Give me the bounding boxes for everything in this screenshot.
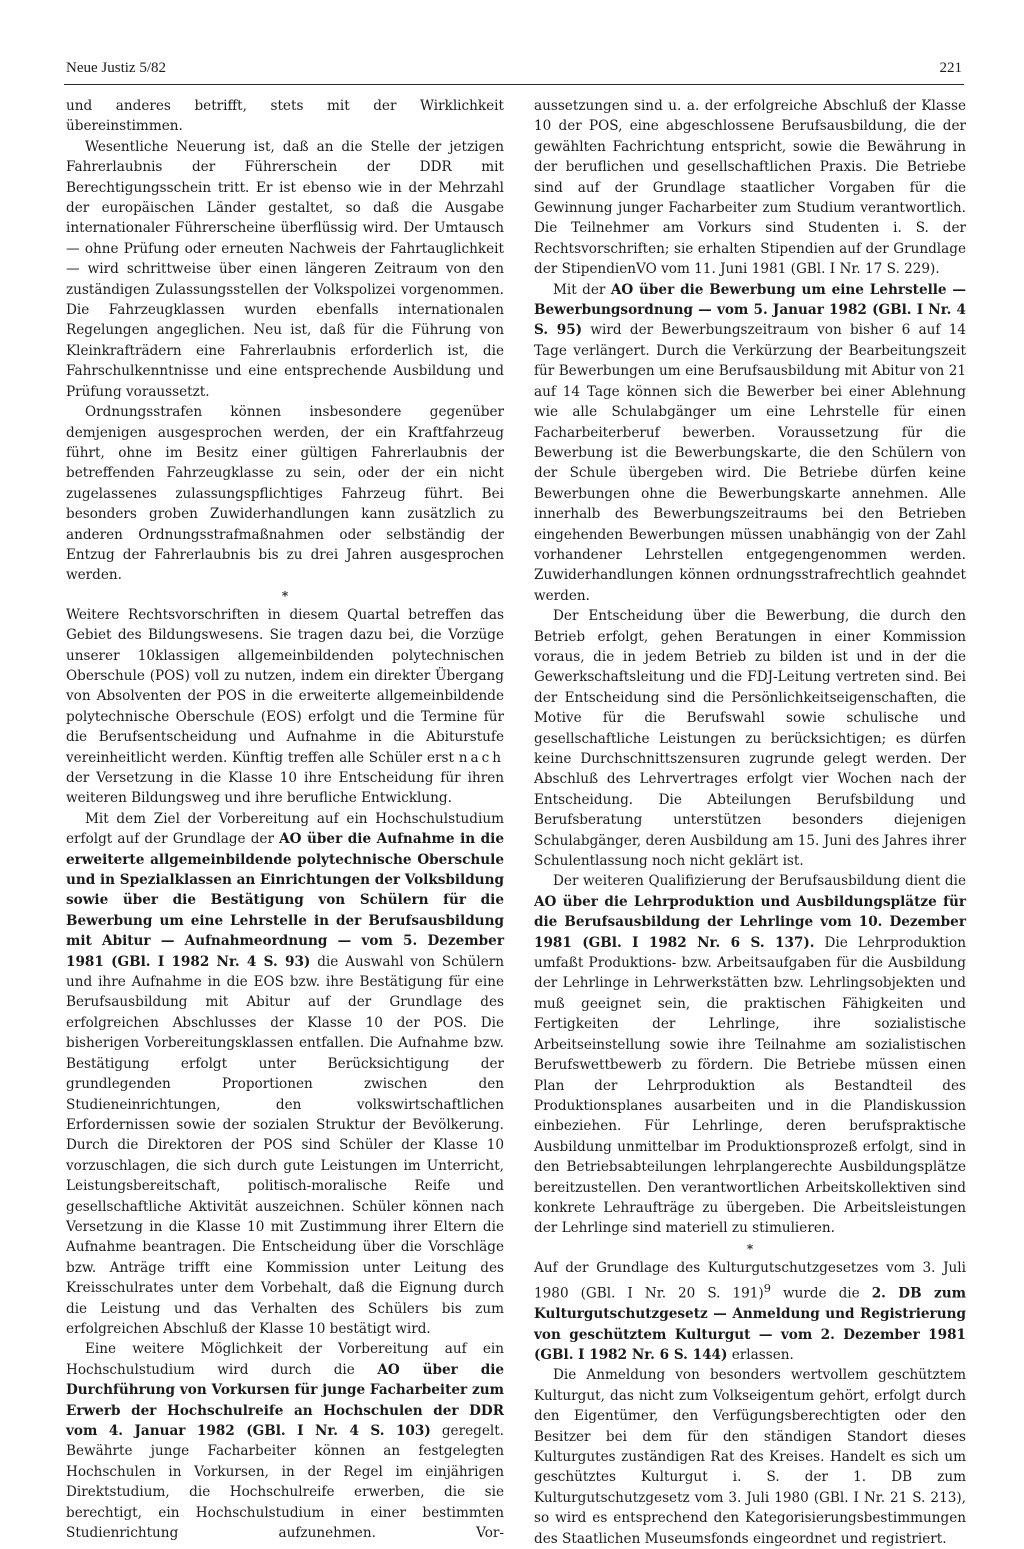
legal-citation: AO über die Durchführung von Vorkursen für junge Facharbeiter zum Erwerb der Hochschulreife an Hochschulen der DDR vom 4. Januar 1982 (GBl. I Nr. 4 S. 103)	[66, 1361, 505, 1439]
journal-issue: Neue Justiz 5/82	[66, 60, 166, 76]
paragraph: Eine weitere Möglichkeit der Vorbereitung auf ein Hochschulstudium wird durch die AO über die Durchführung von Vorkursen für junge Facharbeiter zum Erwerb der Hochschulreife an Hochschulen der DDR vom 4. Januar 1982 (GBl. I Nr. 4 S. 103) geregelt. Bewährte junge Facharbeiter können an festgelegten Hochschulen in Vorkursen, in der Regel im einjährigen Direktstudium, die Hochschulreife erwerben, die sie berechtigt, ein Hochschulstudium in einer bestimmten Studienrichtung aufzunehmen. Vor-	[66, 1341, 505, 1542]
paragraph: Die Anmeldung von besonders wertvollem geschütztem Kulturgut, das nicht zum Volkseigentum gehört, erfolgt durch den Eigentümer, den Verfügungsberechtigten oder den Besitzer bei dem für den ständigen Standort dieses Kulturgutes zuständigen Rat des Kreises. Handelt es sich um geschütztes Kulturgut i. S. der 1. DB zum Kulturgutschutzgesetz vom 3. Juli 1980 (GBl. I Nr. 21 S. 213), so wird es entsprechend den Kategorisierungsbestimmungen des Staatlichen Museumsfonds eingeordnet und registriert.	[534, 1367, 966, 1547]
paragraph: Der Entscheidung über die Bewerbung, die durch den Betrieb erfolgt, gehen Beratungen in einer Kommission voraus, die in jedem Betrieb zu bilden ist und in der die Gewerkschaftsleitung und die FDJ-Leitung vertreten sind. Bei der Entscheidung sind die Persönlichkeitseigenschaften, die Motive für die Berufswahl sowie schulische und gesellschaftliche Leistungen zu berücksichtigen; es dürfen keine Durchschnittszensuren zugrunde gelegt werden. Der Abschluß des Lehrvertrages erfolgt vier Wochen nach der Entscheidung. Die Abteilungen Berufsbildung und Berufsberatung unterstützen besonders diejenigen Schulabgänger, deren Ausbildung am 15. Juni des Jahres ihrer Schulentlassung noch nicht geklärt ist.	[534, 608, 966, 870]
legal-citation: 2. DB zum Kulturgutschutzgesetz — Anmeldung und Registrierung von geschütztem Kulturgut — vom 2. Dezember 1981 (GBl. I 1982 Nr. 6 S. 144)	[534, 1285, 966, 1363]
paragraph: aussetzungen sind u. a. der erfolgreiche Abschluß der Klasse 10 der POS, eine abgeschlossene Berufsausbildung, die der gewählten Fachrichtung entspricht, sowie die Bewährung in der beruflichen und gesellschaftlichen Praxis. Die Betriebe sind auf der Grundlage staatlicher Vorgaben für die Gewinnung junger Facharbeiter zum Studium verantwortlich. Die Teilnehmer am Vorkurs sind Studenten i. S. der Rechtsvorschriften; sie erhalten Stipendien auf der Grundlage der StipendienVO vom 11. Juni 1981 (GBl. I Nr. 17 S. 229).	[534, 98, 966, 278]
paragraph: Der weiteren Qualifizierung der Berufsausbildung dient die AO über die Lehrproduktion und Ausbildungsplätze für die Berufsausbildung der Lehrlinge vom 10. Dezember 1981 (GBl. I 1982 Nr. 6 S. 137). Die Lehrproduktion umfaßt Produktions- bzw. Arbeitsaufgaben für die Ausbildung der Lehrlinge in Lehrwerkstätten bzw. Lehrlingsobjekten und muß geeignet sein, die praktischen Fähigkeiten und Fertigkeiten der Lehrlinge, ihre sozialistische Arbeitseinstellung sowie ihre Teilnahme am sozialistischen Berufswettbewerb zu fördern. Die Betriebe müssen einen Plan der Lehrproduktion als Bestandteil des Produktionsplanes ausarbeiten und in die Plandiskussion einbeziehen. Für Lehrlinge, deren berufspraktische Ausbildung unmittelbar im Produktionsprozeß erfolgt, sind in den Betriebsabteilungen lehrplangerechte Ausbildungsplätze bereitzustellen. Den verantwortlichen Arbeitskollektiven sind konkrete Lehraufträge zu übergeben. Die Arbeitsleistungen der Lehrlinge sind materiell zu stimulieren.	[534, 873, 966, 1237]
paragraph: Mit dem Ziel der Vorbereitung auf ein Hochschulstudium erfolgt auf der Grundlage der AO über die Aufnahme in die erweiterte allgemeinbildende polytechnische Oberschule und in Spezialklassen an Einrichtungen der Volksbildung sowie über die Bestätigung von Schülern für die Bewerbung um eine Lehrstelle in der Berufsausbildung mit Abitur — Aufnahmeordnung — vom 5. Dezember 1981 (GBl. I 1982 Nr. 4 S. 93) die Auswahl von Schülern und ihre Aufnahme in die EOS bzw. ihre Bestätigung für eine Berufsausbildung mit Abitur auf der Grundlage des erfolgreichen Abschlusses der Klasse 10 der POS. Die bisherigen Vorbereitungsklassen entfallen. Die Aufnahme bzw. Bestätigung erfolgt unter Berücksichtigung der grundlegenden Proportionen zwischen den Studieneinrichtungen, den volkswirtschaftlichen Erfordernissen sowie der sozialen Struktur der Bevölkerung. Durch die Direktoren der POS sind Schüler der Klasse 10 vorzuschlagen, die sich durch gute Leistungen im Unterricht, Leistungsbereitschaft, politisch-moralische Reife und gesellschaftliche Aktivität auszeichnen. Schüler können nach Versetzung in die Klasse 10 mit Zustimmung ihrer Eltern die Aufnahme beantragen. Die Entscheidung über die Vorschläge bzw. Anträge trifft eine Kommission unter Leitung des Kreisschulrates unter dem Vorbehalt, daß die Eignung durch die Leistung und das Verhalten des Schülers bis zum erfolgreichen Abschluß der Klasse 10 bestätigt wird.	[66, 810, 504, 1337]
legal-citation: AO über die Bewerbung um eine Lehrstelle — Bewerbungsordnung — vom 5. Januar 1982 (GBl. I Nr. 4 S. 95)	[534, 281, 966, 339]
paragraph: und anderes betrifft, stets mit der Wirklichkeit übereinstimmen.	[66, 98, 504, 135]
footnote-marker: 9	[763, 1281, 771, 1296]
paragraph: Wesentliche Neuerung ist, daß an die Stelle der jetzigen Fahrerlaubnis der Führerschein der DDR mit Berechtigungsschein tritt. Er ist ebenso wie in der Mehrzahl der europäischen Länder gestaltet, so daß die Ausgabe internationaler Führerscheine überflüssig wird. Der Umtausch — ohne Prüfung oder erneuten Nachweis der Fahrtauglichkeit — wird schrittweise über einen längeren Zeitraum von den zuständigen Zulassungsstellen der Volkspolizei vorgenommen. Die Fahrzeugklassen wurden ebenfalls internationalen Regelungen angeglichen. Neu ist, daß für die Führung von Kleinkrafträdern eine Fahrerlaubnis erforderlich ist, die Fahrschulkenntnisse und eine entsprechende Ausbildung und Prüfung voraussetzt.	[66, 138, 504, 400]
paragraph: Mit der AO über die Bewerbung um eine Lehrstelle — Bewerbungsordnung — vom 5. Januar 1982 (GBl. I Nr. 4 S. 95) wird der Bewerbungszeitraum von bisher 6 auf 14 Tage verlängert. Durch die Verkürzung der Bearbeitungszeit für Bewerbungen um eine Berufsausbildung mit Abitur von 21 auf 14 Tage können sich die Bewerber bei einer Ablehnung wie alle Schulabgänger um eine Lehrstelle für einen Facharbeiterberuf bewerben. Voraussetzung für die Bewerbung ist die Bewerbungskarte, die den Schülern von der Schule übergeben wird. Die Betriebe dürfen keine Bewerbungen ohne die Bewerbungskarte annehmen. Alle innerhalb des Bewerbungszeitraums bei den Betrieben eingehenden Bewerbungen müssen unabhängig von der Zahl vorhandener Lehrstellen entgegengenommen werden. Zuwiderhandlungen können ordnungsstrafrechtlich geahndet werden.	[534, 281, 967, 604]
right-column	[534, 96, 966, 1549]
paragraph: Weitere Rechtsvorschriften in diesem Quartal betreffen das Gebiet des Bildungswesens. Sie tragen dazu bei, die Vorzüge unserer 10klassigen allgemeinbildenden polytechnischen Oberschule (POS) voll zu nutzen, indem ein direkter Übergang von Absolventen der POS in die erweiterte allgemeinbildende polytechnische Oberschule (EOS) erfolgt und die Termine für die Berufsentscheidung und Aufnahme in die Abiturstufe vereinheitlicht werden. Künftig treffen alle Schüler erst nach der Versetzung in die Klasse 10 ihre Entscheidung für ihren weiteren Bildungsweg und ihre berufliche Entwicklung.	[66, 606, 504, 807]
paragraph: Auf der Grundlage des Kulturgutschutzgesetzes vom 3. Juli 1980 (GBl. I Nr. 20 S. 191)$^9$ wurde die 2. DB zum Kulturgutschutzgesetz — Anmeldung und Registrierung von geschütztem Kulturgut — vom 2. Dezember 1981 (GBl. I 1982 Nr. 6 S. 144) erlassen.	[534, 1259, 966, 1363]
page-number: 221	[939, 60, 962, 76]
legal-citation: AO über die Lehrproduktion und Ausbildungsplätze für die Berufsausbildung der Lehrlinge vom 10. Dezember 1981 (GBl. I 1982 Nr. 6 S. 137).	[534, 893, 966, 951]
emphasis-spaced: nach	[458, 749, 504, 766]
left-column	[66, 96, 504, 1543]
header-rule	[64, 84, 964, 85]
section-separator: *	[281, 588, 289, 603]
legal-citation: AO über die Aufnahme in die erweiterte allgemeinbildende polytechnische Oberschule und in Spezialklassen an Einrichtungen der Volksbildung sowie über die Bestätigung von Schülern für die Bewerbung um eine Lehrstelle in der Berufsausbildung mit Abitur — Aufnahmeordnung — vom 5. Dezember 1981 (GBl. I 1982 Nr. 4 S. 93)	[66, 831, 504, 970]
section-separator: *	[746, 1241, 754, 1256]
paragraph: Ordnungsstrafen können insbesondere gegenüber demjenigen ausgesprochen werden, der ein Kraftfahrzeug führt, ohne im Besitz einer gültigen Fahrerlaubnis der betreffenden Fahrzeugklasse zu sein, oder der ein nicht zugelassenes zulassungspflichtiges Fahrzeug führt. Bei besonders groben Zuwiderhandlungen kann zusätzlich zu anderen Ordnungsstrafmaßnahmen oder selbständig der Entzug der Fahrerlaubnis bis zu drei Jahren ausgesprochen werden.	[66, 404, 504, 584]
